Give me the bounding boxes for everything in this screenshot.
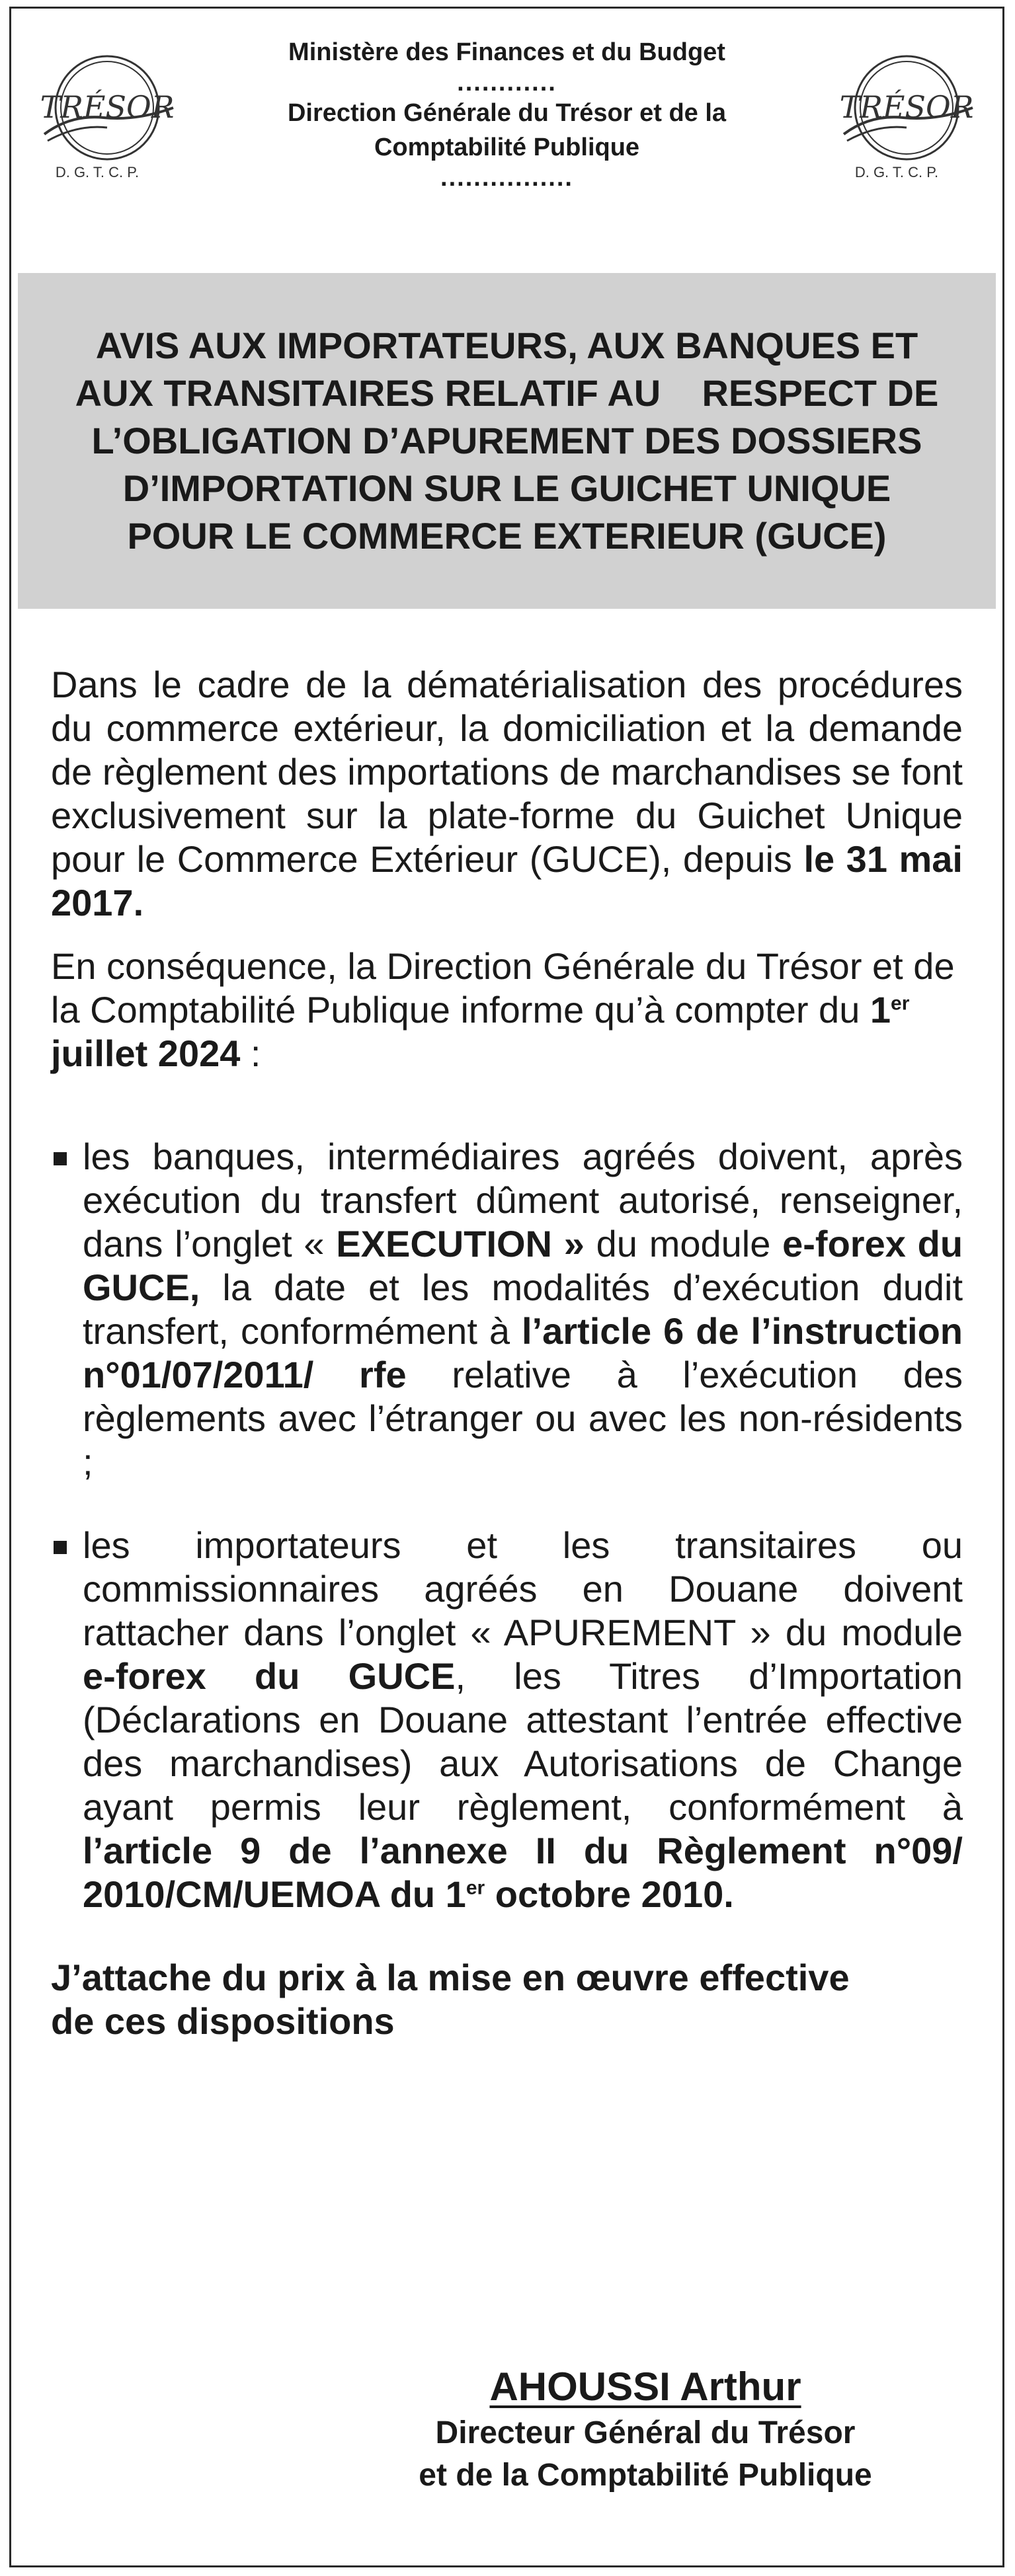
svg-text:TRÉSOR: TRÉSOR bbox=[839, 89, 974, 125]
ministry-name: Ministère des Finances et du Budget bbox=[288, 38, 725, 66]
title-line: D’IMPORTATION SUR LE GUICHET UNIQUE bbox=[122, 467, 891, 509]
paragraph-context: Dans le cadre de la dématérialisation des procédures du commerce extérieur, la domiciliation et la demande de règlement des importations de marchandises se font exclusivement sur la plate-forme du Guichet Unique pour le Commerce Extérieur (GUCE), depuis le 31 mai 2017. bbox=[51, 664, 963, 923]
bullet-square-icon bbox=[54, 1152, 67, 1165]
list-item-importers: les importateurs et les transitaires ou commissionnaires agréés en Douane doivent rattacher dans l’onglet « APUREMENT » du module e-forex du GUCE, les Titres d’Importation (Déclarations en Douane attestant l’entrée effective des marchandises) aux Autorisations de Change ayant permis leur règlement, conformément à l’article 9 de l’annexe II du Règlement n°09/ 2010/CM/UEMOA du 1er octobre 2010. bbox=[51, 1524, 963, 1916]
separator-dots: ............ bbox=[457, 69, 557, 97]
title-line: AVIS AUX IMPORTATEURS, AUX BANQUES ET bbox=[95, 325, 918, 366]
title-line: L’OBLIGATION D’APUREMENT DES DOSSIERS bbox=[91, 420, 922, 461]
bullet-square-icon bbox=[54, 1541, 67, 1554]
title-line: AUX TRANSITAIRES RELATIF AU RESPECT DE bbox=[75, 372, 939, 414]
title-band bbox=[18, 273, 996, 609]
notice-frame bbox=[9, 7, 1004, 2567]
ministry-block bbox=[210, 35, 804, 191]
date-2024: 1er juillet 2024 bbox=[51, 989, 910, 1074]
direction-name: Direction Générale du Trésor et de la bbox=[287, 99, 727, 127]
paragraph-consequence: En conséquence, la Direction Générale du Trésor et de la Comptabilité Publique informe qu’à compter du 1er juillet 2024 : bbox=[51, 945, 955, 1074]
svg-text:TRÉSOR: TRÉSOR bbox=[40, 89, 175, 125]
signatory-name: AHOUSSI Arthur bbox=[489, 2364, 801, 2409]
separator-dots-2: ................ bbox=[440, 164, 573, 192]
closing-statement: J’attache du prix à la mise en œuvre effective de ces dispositions bbox=[51, 1957, 850, 2042]
signatory-title-2: et de la Comptabilité Publique bbox=[419, 2458, 872, 2493]
svg-text:D. G. T. C. P.: D. G. T. C. P. bbox=[55, 164, 140, 180]
obligations-list bbox=[51, 1135, 963, 1916]
direction-name-2: Comptabilité Publique bbox=[374, 134, 640, 161]
notice-body bbox=[51, 663, 963, 2043]
signature-block bbox=[348, 2362, 943, 2497]
list-item-banks: les banques, intermédiaires agréés doivent, après exécution du transfert dûment autorisé, renseigner, dans l’onglet « EXECUTION » du module e-forex du GUCE, la date et les modalités d’exécution dudit transfert, conformément à l’article 6 de l’instruction n°01/07/2011/ rfe relative à l’exécution des règlements avec l’étranger ou avec les non-résidents ; bbox=[51, 1135, 963, 1484]
notice-title bbox=[49, 322, 965, 560]
date-2017: le 31 mai 2017. bbox=[51, 838, 963, 923]
signatory-title: Directeur Général du Trésor bbox=[435, 2415, 856, 2450]
title-line: POUR LE COMMERCE EXTERIEUR (GUCE) bbox=[127, 515, 887, 557]
header bbox=[11, 9, 1002, 273]
tresor-logo-left bbox=[31, 35, 183, 187]
tresor-logo-right bbox=[831, 35, 983, 187]
svg-text:D. G. T. C. P.: D. G. T. C. P. bbox=[854, 164, 939, 180]
